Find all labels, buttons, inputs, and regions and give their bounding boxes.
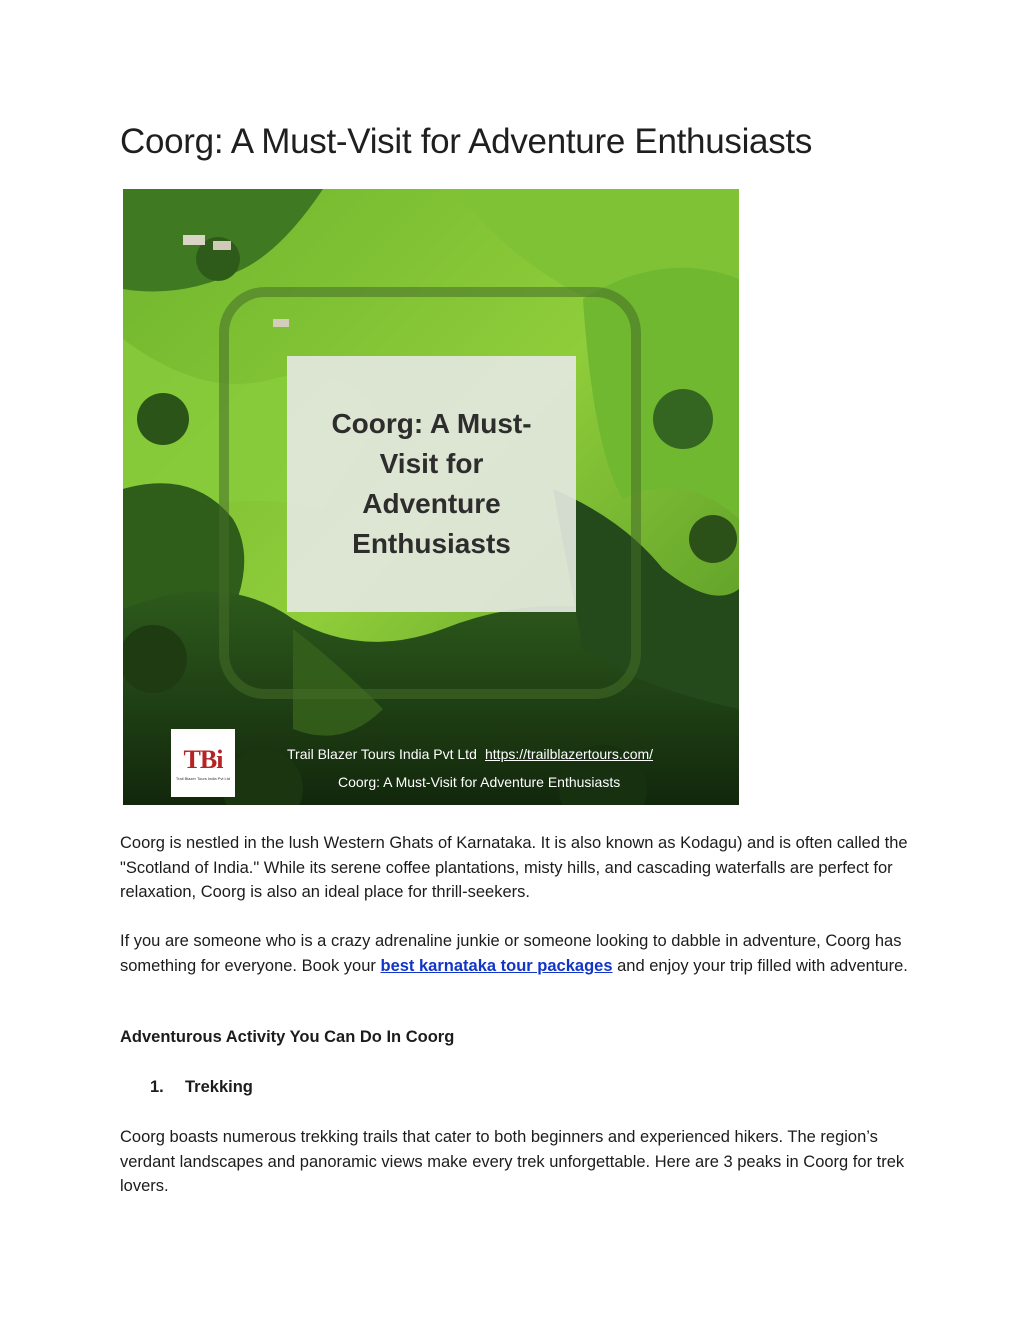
hero-image (123, 189, 739, 805)
overlay-title-box (287, 356, 576, 612)
page-title: Coorg: A Must-Visit for Adventure Enthusiasts (120, 122, 813, 161)
paragraph-text: and enjoy your trip filled with adventure. (612, 956, 908, 975)
image-caption: Coorg: A Must-Visit for Adventure Enthusiasts (338, 774, 621, 790)
website-url: https://trailblazertours.com/ (485, 746, 654, 762)
company-logo (171, 729, 235, 797)
booking-paragraph (120, 929, 920, 978)
karnataka-tour-packages-link[interactable]: best karnataka tour packages (380, 956, 613, 975)
list-item-label: Trekking (185, 1078, 253, 1096)
trekking-paragraph: Coorg boasts numerous trekking trails that cater to both beginners and experienced hikers. The region’s verdant landscapes and panoramic views make every trek unforgettable. Here are 3 peaks in Coorg for trek lovers. (120, 1128, 905, 1195)
paragraph-text: If you are someone who is a crazy adrenaline junkie or someone looking to dabble in adventure, Coorg has something for everyone. Book your (120, 932, 902, 975)
overlay-title: Coorg: A Must-Visit for Adventure Enthusiasts (331, 408, 532, 559)
list-item-trekking (150, 1078, 253, 1097)
intro-paragraph: Coorg is nestled in the lush Western Ghats of Karnataka. It is also known as Kodagu) and is often called the "Scotland of India." While its serene coffee plantations, misty hills, and cascading waterfalls are perfect for relaxation, Coorg is also an ideal place for thrill-seekers. (120, 834, 908, 901)
section-heading: Adventurous Activity You Can Do In Coorg (120, 1028, 455, 1046)
list-number: 1. (150, 1078, 164, 1096)
company-name: Trail Blazer Tours India Pvt Ltd (287, 746, 477, 762)
logo-subtext: Trail Blazer Tours India Pvt Ltd (175, 775, 231, 781)
logo-mark: TBi (183, 744, 223, 774)
